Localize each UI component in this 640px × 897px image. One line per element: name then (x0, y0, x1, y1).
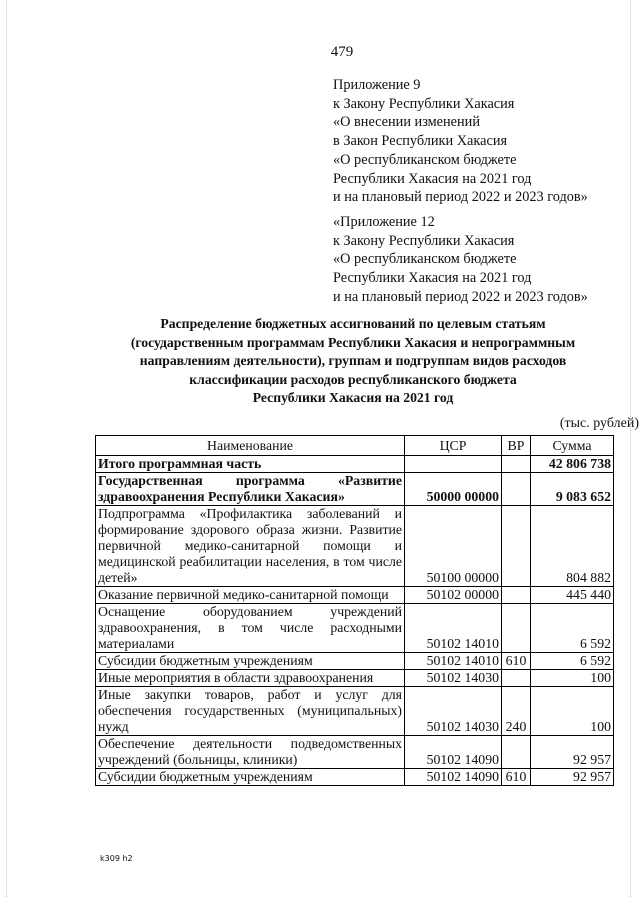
cell-csr: 50100 00000 (405, 506, 502, 587)
appendix-9-line: Приложение 9 (333, 77, 421, 93)
cell-csr: 50102 14010 (405, 604, 502, 653)
cell-csr: 50000 00000 (405, 473, 502, 506)
cell-name: Иные закупки товаров, работ и услуг для обеспечения государственных (муниципальных) нужд (96, 687, 405, 736)
appendix-12-line: Республики Хакасия на 2021 год (333, 270, 532, 287)
appendix-12-line: «О республиканском бюджете (333, 251, 517, 268)
appendix-9-heading (333, 76, 588, 207)
title-line: направлениям деятельности), группам и подгруппам видов расходов (139, 353, 567, 369)
cell-vr (502, 587, 531, 604)
cell-name: Иные мероприятия в области здравоохранения (96, 670, 405, 687)
cell-sum: 92 957 (531, 736, 614, 769)
units-label: (тыс. рублей) (559, 416, 639, 431)
cell-sum: 6 592 (531, 604, 614, 653)
cell-csr (405, 456, 502, 473)
scan-edge-left (6, 0, 7, 897)
cell-vr (502, 736, 531, 769)
cell-csr: 50102 14030 (405, 670, 502, 687)
table-row (96, 473, 614, 506)
document-title (60, 315, 640, 408)
table-row (96, 506, 614, 587)
cell-name: Оказание первичной медико-санитарной помощи (96, 587, 405, 604)
cell-csr: 50102 14030 (405, 687, 502, 736)
table-row (96, 769, 614, 786)
appendix-12-line: и на плановый период 2022 и 2023 годов» (333, 288, 588, 305)
table-body (96, 456, 614, 786)
cell-vr (502, 506, 531, 587)
appendix-9-line: «О внесении изменений (333, 114, 480, 131)
header-vr: ВР (502, 436, 531, 456)
appendix-9-line: и на плановый период 2022 и 2023 годов» (333, 189, 588, 206)
title-line: классификации расходов республиканского бюджета (189, 371, 517, 387)
table-row (96, 687, 614, 736)
title-line: Распределение бюджетных ассигнований по целевым статьям (160, 316, 546, 331)
table-row (96, 604, 614, 653)
cell-name: Государственная программа «Развитие здравоохранения Республики Хакасия» (96, 473, 405, 506)
cell-sum: 6 592 (531, 653, 614, 670)
cell-csr: 50102 14010 (405, 653, 502, 670)
appendix-12-line: к Закону Республики Хакасия (333, 232, 515, 249)
page-number: 479 (330, 44, 354, 60)
table-row (96, 670, 614, 687)
appendix-12-heading (333, 213, 588, 307)
cell-name: Субсидии бюджетным учреждениям (96, 769, 405, 786)
table-row (96, 456, 614, 473)
scan-edge-right (630, 0, 631, 897)
cell-sum: 804 882 (531, 506, 614, 587)
budget-table (95, 435, 614, 786)
cell-name: Субсидии бюджетным учреждениям (96, 653, 405, 670)
cell-sum: 42 806 738 (531, 456, 614, 473)
header-sum: Сумма (531, 436, 614, 456)
cell-sum: 100 (531, 687, 614, 736)
cell-vr (502, 670, 531, 687)
appendix-9-line: Республики Хакасия на 2021 год (333, 170, 532, 187)
cell-csr: 50102 14090 (405, 736, 502, 769)
appendix-9-line: к Закону Республики Хакасия (333, 95, 515, 112)
appendix-9-line: «О республиканском бюджете (333, 151, 517, 168)
cell-vr: 610 (502, 769, 531, 786)
title-line: Республики Хакасия на 2021 год (252, 390, 454, 406)
header-csr: ЦСР (405, 436, 502, 456)
cell-name: Подпрограмма «Профилактика заболеваний и формирование здорового образа жизни. Развитие первичной медико-санитарной помощи и медицинской реабилитации населения, в том числе детей» (96, 506, 405, 587)
footer-code: k309 h2 (100, 854, 133, 863)
table-row (96, 653, 614, 670)
table-row (96, 587, 614, 604)
cell-vr: 240 (502, 687, 531, 736)
appendix-9-line: в Закон Республики Хакасия (333, 133, 508, 150)
table-row (96, 736, 614, 769)
cell-name: Обеспечение деятельности подведомственных учреждений (больницы, клиники) (96, 736, 405, 769)
cell-sum: 445 440 (531, 587, 614, 604)
cell-sum: 92 957 (531, 769, 614, 786)
cell-sum: 9 083 652 (531, 473, 614, 506)
cell-vr (502, 604, 531, 653)
cell-csr: 50102 00000 (405, 587, 502, 604)
cell-csr: 50102 14090 (405, 769, 502, 786)
cell-sum: 100 (531, 670, 614, 687)
cell-vr (502, 473, 531, 506)
appendix-12-line: «Приложение 12 (333, 214, 435, 230)
cell-name: Итого программная часть (96, 456, 405, 473)
cell-vr (502, 456, 531, 473)
cell-name: Оснащение оборудованием учреждений здравоохранения, в том числе расходными материалами (96, 604, 405, 653)
title-line: (государственным программам Республики Хакасия и непрограммным (130, 334, 576, 350)
header-name: Наименование (96, 436, 405, 456)
table-header-row (96, 436, 614, 456)
cell-vr: 610 (502, 653, 531, 670)
